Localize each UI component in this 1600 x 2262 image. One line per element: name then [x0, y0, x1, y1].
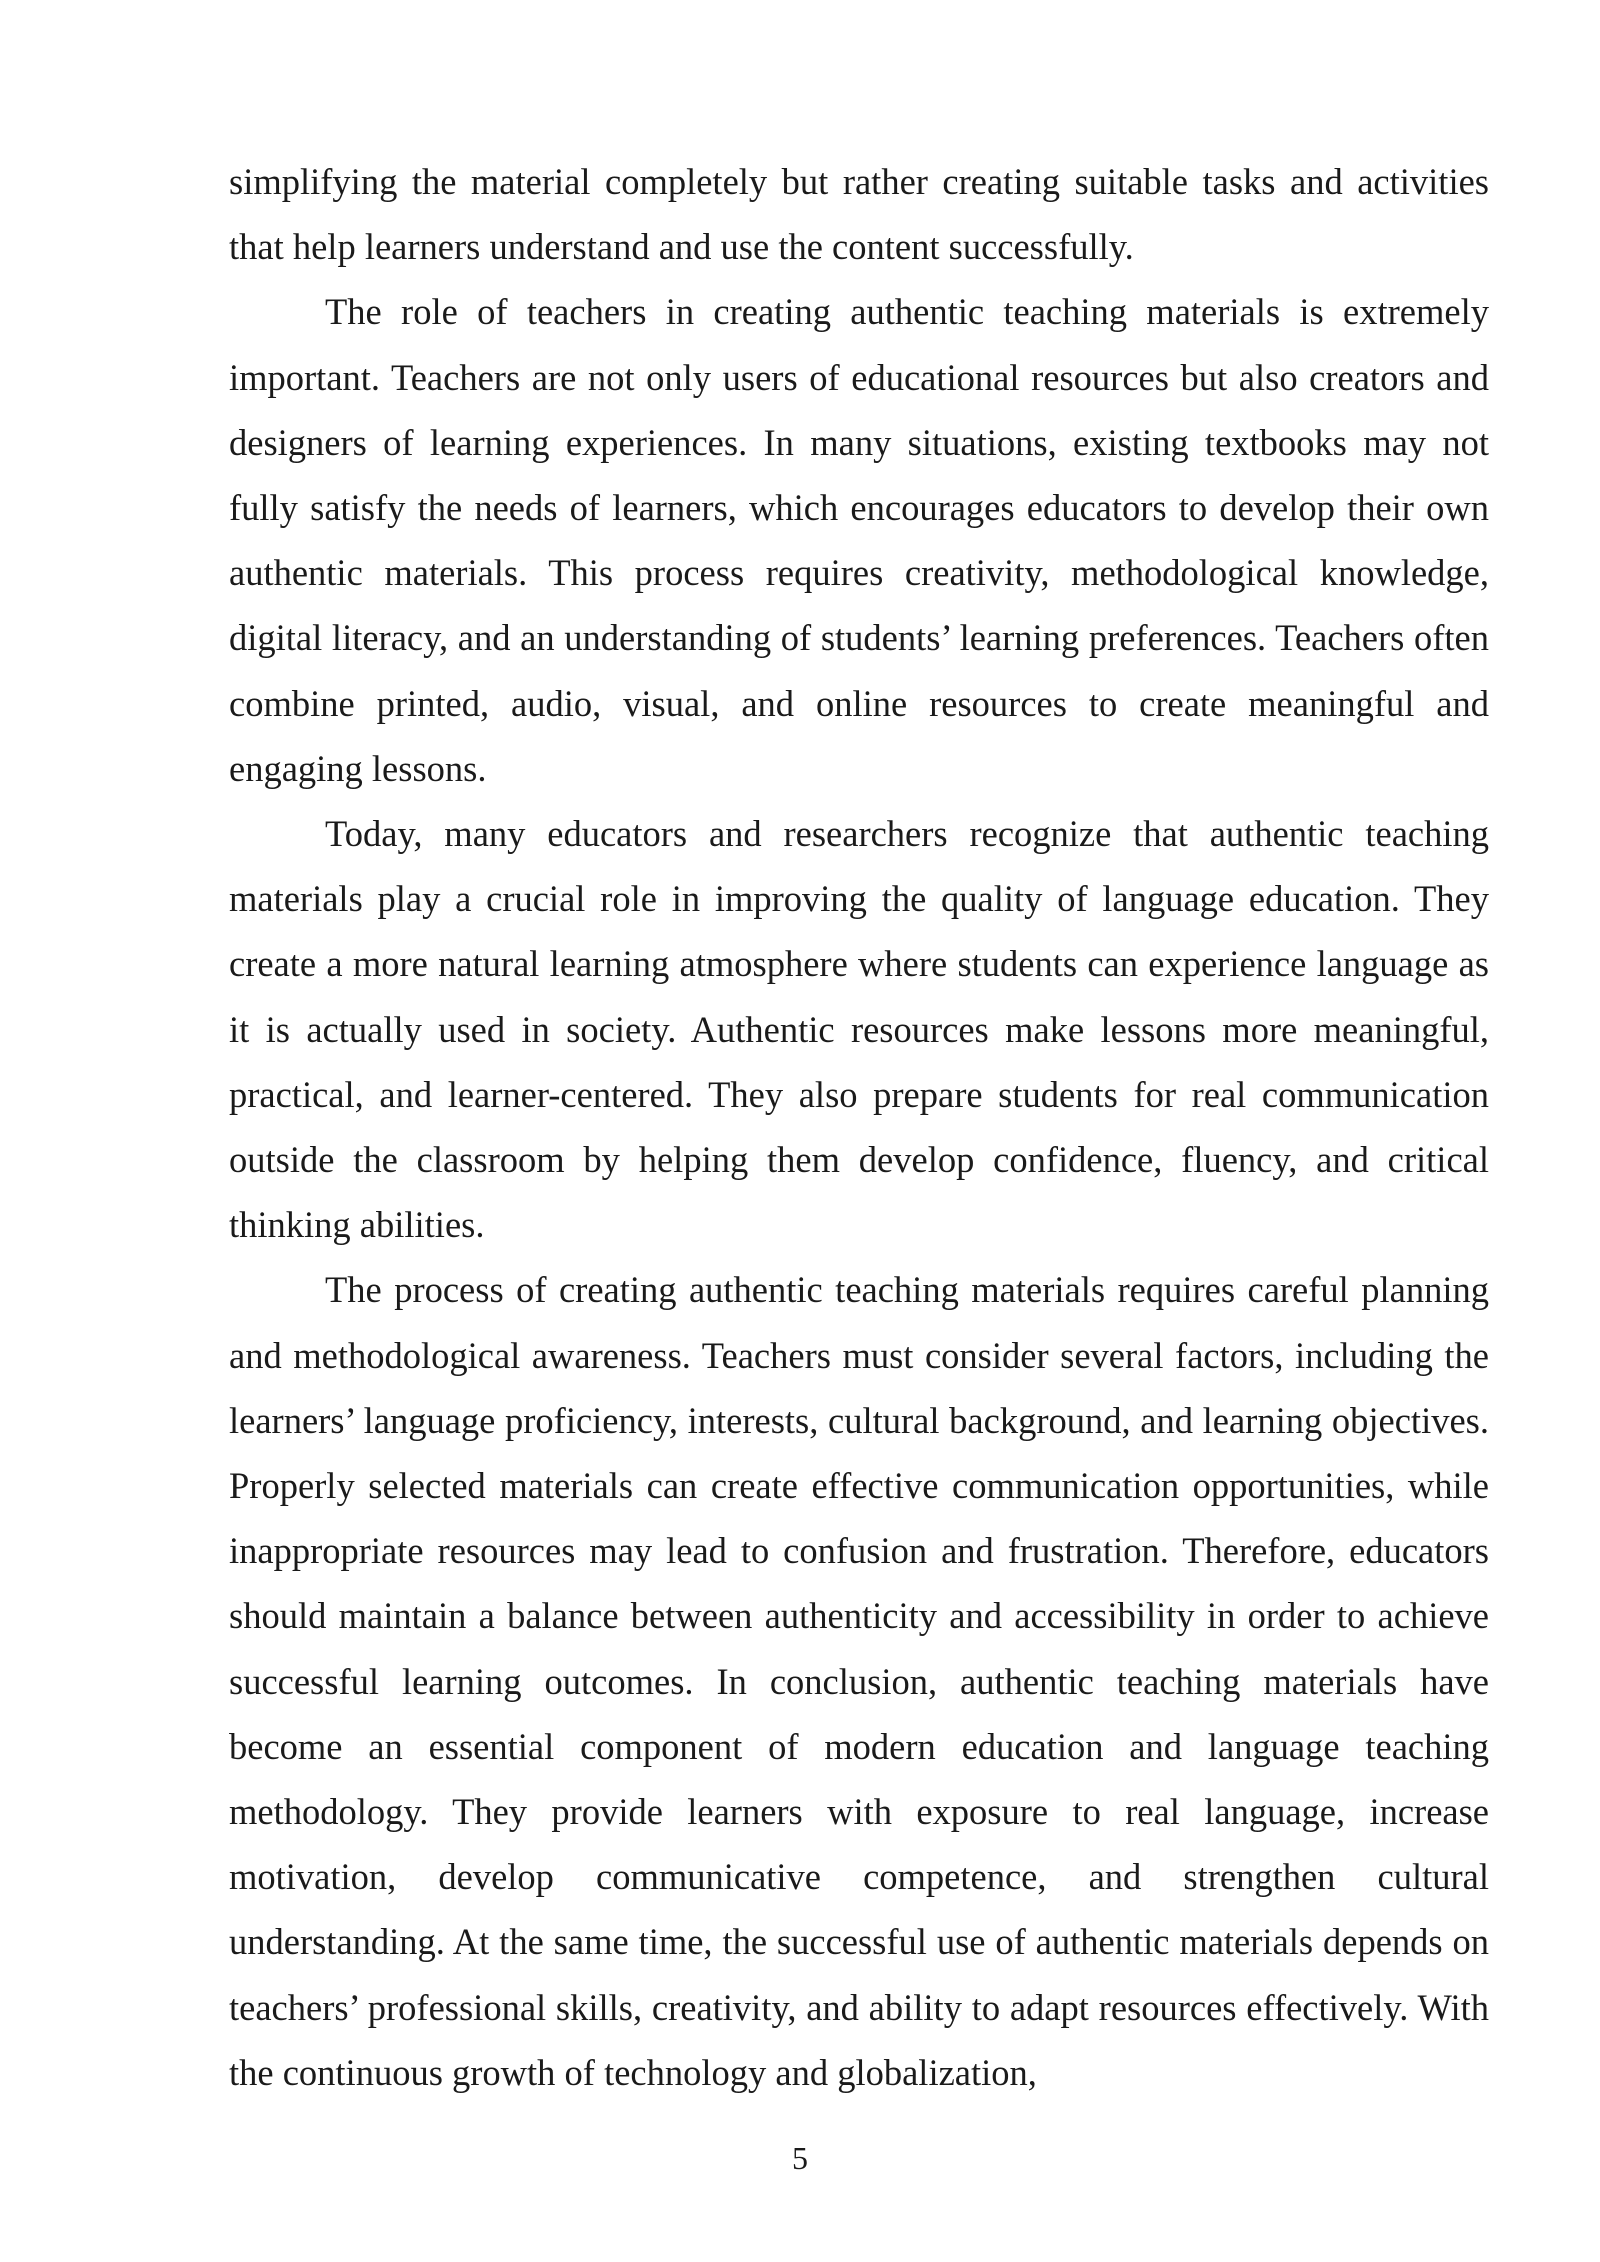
paragraph-process-conclusion: The process of creating authentic teaching materials requires careful planning and methodological awareness. Teachers must consider several factors, including the learners’ language proficiency, interests, cultural background, and learning objectives. Properly selected materials can create effective communication opportunities, while inappropriate resources may lead to confusion and frustration. Therefore, educators should maintain a balance between authenticity and accessibility in order to achieve successful learning outcomes. In conclusion, authentic teaching materials have become an essential component of modern education and language teaching methodology. They provide learners with exposure to real language, increase motivation, develop communicative competence, and strengthen cultural understanding. At the same time, the successful use of authentic materials depends on teachers’ professional skills, creativity, and ability to adapt resources effectively. With the continuous growth of technology and globalization,: [229, 1269, 1489, 2093]
paragraph-teachers-role: The role of teachers in creating authentic teaching materials is extremely important. Teachers are not only users of educational resources but also creators and designers of learning experiences. In many situations, existing textbooks may not fully satisfy the needs of learners, which encourages educators to develop their own authentic materials. This process requires creativity, methodological knowledge, digital literacy, and an understanding of students’ learning preferences. Teachers often combine printed, audio, visual, and online resources to create meaningful and engaging lessons.: [229, 291, 1489, 789]
paragraph-continuation: simplifying the material completely but rather creating suitable tasks and activities that help learners understand and use the content successfully.: [229, 161, 1489, 268]
page-number: 5: [792, 2140, 808, 2176]
paragraph-today: Today, many educators and researchers recognize that authentic teaching materials play a crucial role in improving the quality of language education. They create a more natural learning atmosphere where students can experience language as it is actually used in society. Authentic resources make lessons more meaningful, practical, and learner-centered. They also prepare students for real communication outside the classroom by helping them develop confidence, fluency, and critical thinking abilities.: [229, 813, 1489, 1246]
body-text: [229, 149, 1489, 2105]
